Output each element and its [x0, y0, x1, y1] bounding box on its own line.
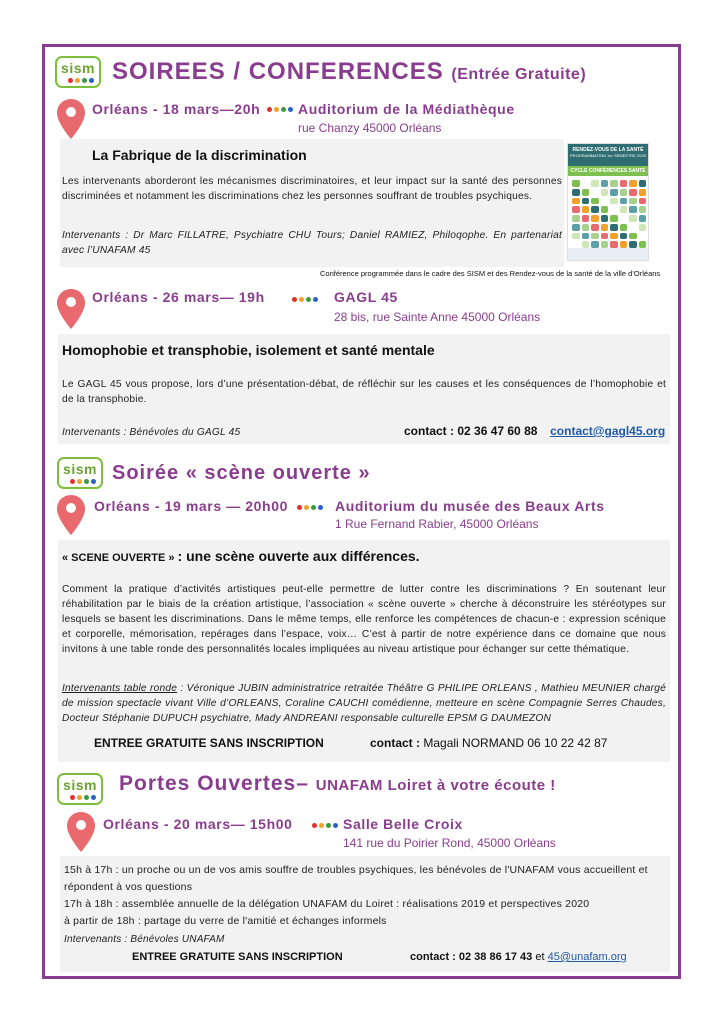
poster-tile: [629, 233, 637, 240]
poster-tile: [591, 198, 599, 205]
poster-tile: [591, 224, 599, 231]
event3-title: « SCENE OUVERTE » : une scène ouverte aux différences.: [62, 548, 420, 564]
poster-tile: [639, 189, 647, 196]
event2-location: Orléans - 26 mars— 19h: [92, 289, 265, 305]
event4-contact: contact : 02 38 86 17 43 et 45@unafam.org: [410, 951, 627, 963]
poster-tile: [572, 215, 580, 222]
poster-tile: [610, 215, 618, 222]
event1-note: Conférence programmée dans le cadre des SISM et des Rendez-vous de la santé de la ville d’Orléans: [320, 269, 661, 278]
event1-description: Les intervenants aborderont les mécanismes discriminatoires, et leur impact sur la santé des personnes discriminées et notamment les discriminations chez les personnes souffrant de troubles psychiques.: [62, 176, 562, 202]
sism-logo: [57, 773, 103, 805]
poster-tile: [620, 241, 628, 248]
dots-icon: [292, 297, 318, 302]
poster-tile: [572, 233, 580, 240]
sism-logo-dots: [70, 795, 96, 800]
event1-title: La Fabrique de la discrimination: [92, 147, 307, 163]
poster-tile: [610, 233, 618, 240]
poster-tile: [582, 224, 590, 231]
event2-address: 28 bis, rue Sainte Anne 45000 Orléans: [334, 310, 541, 324]
poster-tile: [591, 241, 599, 248]
poster-tile: [639, 206, 647, 213]
poster-tile: [572, 241, 580, 248]
event4-line2: 17h à 18h : assemblée annuelle de la délégation UNAFAM du Loiret : réalisations 2019 et perspectives 2020: [64, 898, 590, 910]
event4-email-link[interactable]: 45@unafam.org: [547, 951, 627, 963]
event2-title: Homophobie et transphobie, isolement et santé mentale: [62, 342, 435, 358]
poster-tile: [582, 206, 590, 213]
poster-tile: [620, 215, 628, 222]
event3-address: 1 Rue Fernand Rabier, 45000 Orléans: [335, 517, 539, 531]
poster-tile: [629, 198, 637, 205]
poster-tile: [591, 180, 599, 187]
event1-location: Orléans - 18 mars—20h: [92, 101, 261, 117]
poster-tile: [582, 180, 590, 187]
sism-logo-text: sism: [63, 777, 97, 793]
event4-address: 141 rue du Poirier Rond, 45000 Orléans: [343, 836, 556, 850]
event3-speakers: Intervenants table ronde : Véronique JUBIN administratrice retraitée Théâtre G PHILIPE ORLEANS , Mathieu MEUNIER chargé de mission spectacle vivant Ville d’ORLEANS, Coraline CAUCHI comédienne, metteure en scène Compagnie Serres Chaudes, Docteur Stéphanie DUPUCH psychiatre, Mady ANDREANI responsable culturelle EPSM G DAUMEZON: [62, 683, 666, 724]
poster-illustration: [572, 180, 646, 248]
event4-free-entry: ENTREE GRATUITE SANS INSCRIPTION: [132, 951, 343, 963]
sism-logo-dots: [70, 479, 96, 484]
event2-email-link[interactable]: contact@gagl45.org: [550, 424, 666, 438]
poster-subtitle: CYCLE CONFÉRENCES SANTÉ: [568, 166, 648, 176]
location-pin-icon: [56, 288, 86, 330]
poster-tile: [610, 180, 618, 187]
poster-tile: [582, 215, 590, 222]
event3-location: Orléans - 19 mars — 20h00: [94, 498, 288, 514]
poster-tile: [591, 189, 599, 196]
poster-tile: [629, 180, 637, 187]
event2-description: Le GAGL 45 vous propose, lors d’une présentation-débat, de réfléchir sur les causes et les conséquences de l’homophobie et de la transphobie.: [62, 379, 666, 405]
poster-tile: [629, 224, 637, 231]
event1-speakers: Intervenants : Dr Marc FILLATRE, Psychiatre CHU Tours; Daniel RAMIEZ, Philoqophe. En partenariat avec l’UNAFAM 45: [62, 230, 562, 256]
poster-footer: [568, 248, 648, 260]
section-heading-conferences: [112, 58, 586, 86]
sism-logo-text: sism: [61, 60, 95, 76]
heading-suffix: (Entrée Gratuite): [451, 66, 587, 83]
poster-tile: [610, 241, 618, 248]
location-pin-icon: [66, 811, 96, 853]
event4-location: Orléans - 20 mars— 15h00: [103, 816, 293, 832]
event2-venue: GAGL 45: [334, 289, 398, 305]
event3-contact: contact : Magali NORMAND 06 10 22 42 87: [370, 736, 608, 750]
location-pin-icon: [56, 98, 86, 140]
poster-tile: [591, 206, 599, 213]
dots-icon: [267, 107, 293, 112]
event3-venue: Auditorium du musée des Beaux Arts: [335, 498, 605, 514]
poster-tile: [572, 180, 580, 187]
poster-tile: [610, 198, 618, 205]
poster-tile: [610, 206, 618, 213]
poster-tile: [639, 215, 647, 222]
event3-free-entry: ENTREE GRATUITE SANS INSCRIPTION: [94, 736, 324, 750]
poster-tile: [639, 180, 647, 187]
location-pin-icon: [56, 494, 86, 536]
poster-tile: [620, 233, 628, 240]
poster-tile: [639, 233, 647, 240]
poster-tile: [601, 224, 609, 231]
poster-tile: [610, 189, 618, 196]
poster-tile: [582, 233, 590, 240]
poster-tile: [620, 224, 628, 231]
poster-tile: [591, 233, 599, 240]
poster-tile: [620, 198, 628, 205]
poster-tile: [620, 180, 628, 187]
poster-tile: [601, 233, 609, 240]
poster-tile: [601, 189, 609, 196]
poster-tile: [572, 198, 580, 205]
poster-tile: [620, 206, 628, 213]
event2-phone: contact : 02 36 47 60 88: [404, 424, 538, 438]
poster-tile: [601, 241, 609, 248]
poster-tile: [639, 198, 647, 205]
event4-line1: 15h à 17h : un proche ou un de vos amis souffre de troubles psychiques, les bénévoles de l'UNAFAM vous accueillent et répondent à vos questions: [64, 864, 648, 893]
event1-address: rue Chanzy 45000 Orléans: [298, 121, 442, 135]
poster-tile: [629, 215, 637, 222]
dots-icon: [312, 823, 338, 828]
event3-description: Comment la pratique d’activités artistiques peut-elle permettre de lutter contre les discriminations ? En soutenant leur réhabilitation par le biais de la création artistique, l’association « scène ouverte » cherche à déconstruire les stéréotypes sur lesquels se basent les discriminations. Dans le même temps, elle renforce les compétences de chacun-e : expression scénique et corporelle, mémorisation, repérages dans l’espace, voix… C’est à partir de notre expérience dans ce domaine que nous invitons à une table ronde des personnalités locales impliquées au niveau artistique pour échanger sur cette thématique.: [62, 584, 666, 655]
poster-tile: [629, 241, 637, 248]
event4-phone: contact : 02 38 86 17 43: [410, 951, 533, 963]
poster-tile: [620, 189, 628, 196]
sism-logo-text: sism: [63, 461, 97, 477]
poster-tile: [572, 224, 580, 231]
event2-contact: [404, 424, 665, 438]
conference-poster: [567, 143, 649, 261]
event2-speakers: Intervenants : Bénévoles du GAGL 45: [62, 427, 241, 438]
event4-venue: Salle Belle Croix: [343, 816, 463, 832]
event1-venue: Auditorium de la Médiathèque: [298, 101, 515, 117]
poster-tile: [610, 224, 618, 231]
poster-tile: [601, 180, 609, 187]
section-heading-portes-ouvertes: Portes Ouvertes– UNAFAM Loiret à votre écoute !: [119, 772, 556, 795]
poster-tile: [629, 189, 637, 196]
poster-tile: [572, 206, 580, 213]
sism-logo: [55, 56, 101, 88]
event4-line3: à partir de 18h : partage du verre de l'amitié et échanges informels: [64, 915, 387, 927]
poster-tile: [629, 206, 637, 213]
poster-tile: [639, 241, 647, 248]
poster-tile: [601, 215, 609, 222]
poster-tile: [591, 215, 599, 222]
event4-speakers: Intervenants : Bénévoles UNAFAM: [64, 934, 225, 945]
poster-tile: [582, 189, 590, 196]
dots-icon: [297, 505, 323, 510]
poster-tile: [601, 206, 609, 213]
section-heading-scene-ouverte: Soirée « scène ouverte »: [112, 462, 371, 484]
poster-tile: [582, 198, 590, 205]
poster-tile: [639, 224, 647, 231]
sism-logo-dots: [68, 78, 94, 83]
heading-text: SOIREES / CONFERENCES: [112, 58, 444, 85]
poster-title: RENDEZ-VOUS DE LA SANTÉ PROGRAMMATION 1er SEMESTRE 2020: [568, 144, 648, 166]
poster-tile: [601, 198, 609, 205]
poster-tile: [582, 241, 590, 248]
poster-tile: [572, 189, 580, 196]
sism-logo: [57, 457, 103, 489]
